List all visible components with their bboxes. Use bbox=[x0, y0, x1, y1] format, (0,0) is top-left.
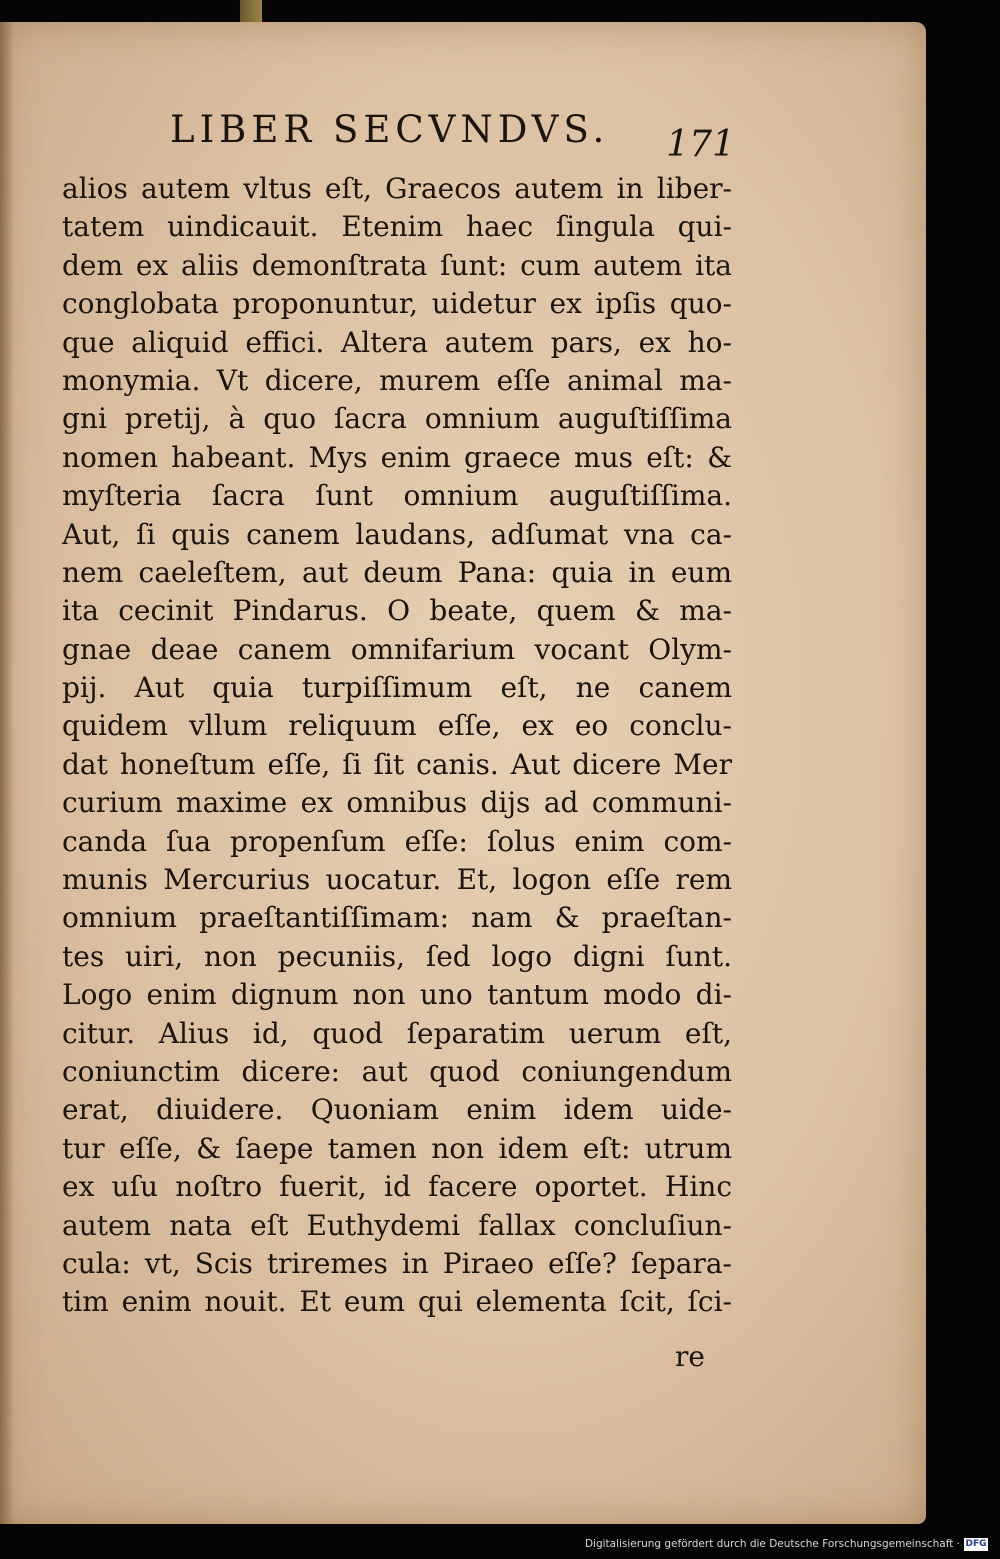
text-line: que aliquid effici. Altera autem pars, ex ho- bbox=[62, 325, 732, 359]
text-line: autem nata eſt Euthydemi fallax concluſiun- bbox=[62, 1208, 732, 1242]
text-line: erat, diuidere. Quoniam enim idem uide- bbox=[62, 1093, 732, 1127]
text-line: quidem vllum reliquum eſſe, ex eo conclu- bbox=[62, 709, 732, 743]
text-line: munis Mercurius uocatur. Et, logon eſſe rem bbox=[62, 863, 732, 897]
running-head: LIBER SECVNDVS. bbox=[170, 108, 610, 151]
text-line: dem ex aliis demonſtrata ſunt: cum autem ita bbox=[62, 248, 732, 282]
text-line: canda ſua propenſum eſſe: ſolus enim com- bbox=[62, 824, 732, 858]
catchword: re bbox=[675, 1340, 705, 1373]
text-line: monymia. Vt dicere, murem eſſe animal ma- bbox=[62, 363, 732, 397]
text-line: tatem uindicauit. Etenim haec ſingula qui- bbox=[62, 210, 732, 244]
page-edge-top bbox=[240, 0, 262, 22]
text-line: nomen habeant. Mys enim graece mus eſt: & bbox=[62, 440, 732, 474]
text-line: myſteria ſacra ſunt omnium auguſtiſſima. bbox=[62, 479, 732, 513]
footer-credit bbox=[585, 1535, 988, 1553]
text-line: Aut, ſi quis canem laudans, adſumat vna ca- bbox=[62, 517, 732, 551]
text-line: ex uſu noſtro fuerit, id facere oportet. Hinc bbox=[62, 1170, 732, 1204]
text-line: nem caeleſtem, aut deum Pana: quia in eum bbox=[62, 555, 732, 589]
text-line: pij. Aut quia turpiſſimum eſt, ne canem bbox=[62, 671, 732, 705]
text-line: curium maxime ex omnibus dijs ad communi- bbox=[62, 786, 732, 820]
text-line: tur eſſe, & ſaepe tamen non idem eſt: utrum bbox=[62, 1131, 732, 1165]
text-block bbox=[62, 170, 732, 1322]
credit-text: Digitalisierung gefördert durch die Deutsche Forschungsgemeinschaft · bbox=[584, 1538, 960, 1550]
text-line: conglobata proponuntur, uidetur ex ipſis quo- bbox=[62, 287, 732, 321]
text-line: Logo enim dignum non uno tantum modo di- bbox=[62, 978, 732, 1012]
text-line: coniunctim dicere: aut quod coniungendum bbox=[62, 1054, 732, 1088]
text-line: dat honeſtum eſſe, ſi ſit canis. Aut dicere Mer bbox=[62, 747, 732, 781]
text-line: cula: vt, Scis triremes in Piraeo eſſe? ſepara- bbox=[62, 1246, 732, 1280]
text-line: alios autem vltus eſt, Graecos autem in liber- bbox=[62, 172, 732, 205]
dfg-logo: DFG bbox=[965, 1538, 987, 1549]
text-line: tim enim nouit. Et eum qui elementa ſcit, ſci- bbox=[62, 1285, 732, 1319]
page-spine-shadow bbox=[0, 22, 14, 1524]
page-number: 171 bbox=[666, 124, 735, 165]
text-line: tes uiri, non pecuniis, ſed logo digni ſunt. bbox=[62, 939, 732, 973]
text-line: omnium praeſtantiſſimam: nam & praeſtan- bbox=[62, 901, 732, 935]
text-line: gni pretij, à quo ſacra omnium auguſtiſſima bbox=[62, 402, 732, 436]
text-line: gnae deae canem omnifarium vocant Olym- bbox=[62, 632, 732, 666]
text-line: citur. Alius id, quod ſeparatim uerum eſt, bbox=[62, 1016, 732, 1050]
text-line: ita cecinit Pindarus. O beate, quem & ma- bbox=[62, 594, 732, 628]
